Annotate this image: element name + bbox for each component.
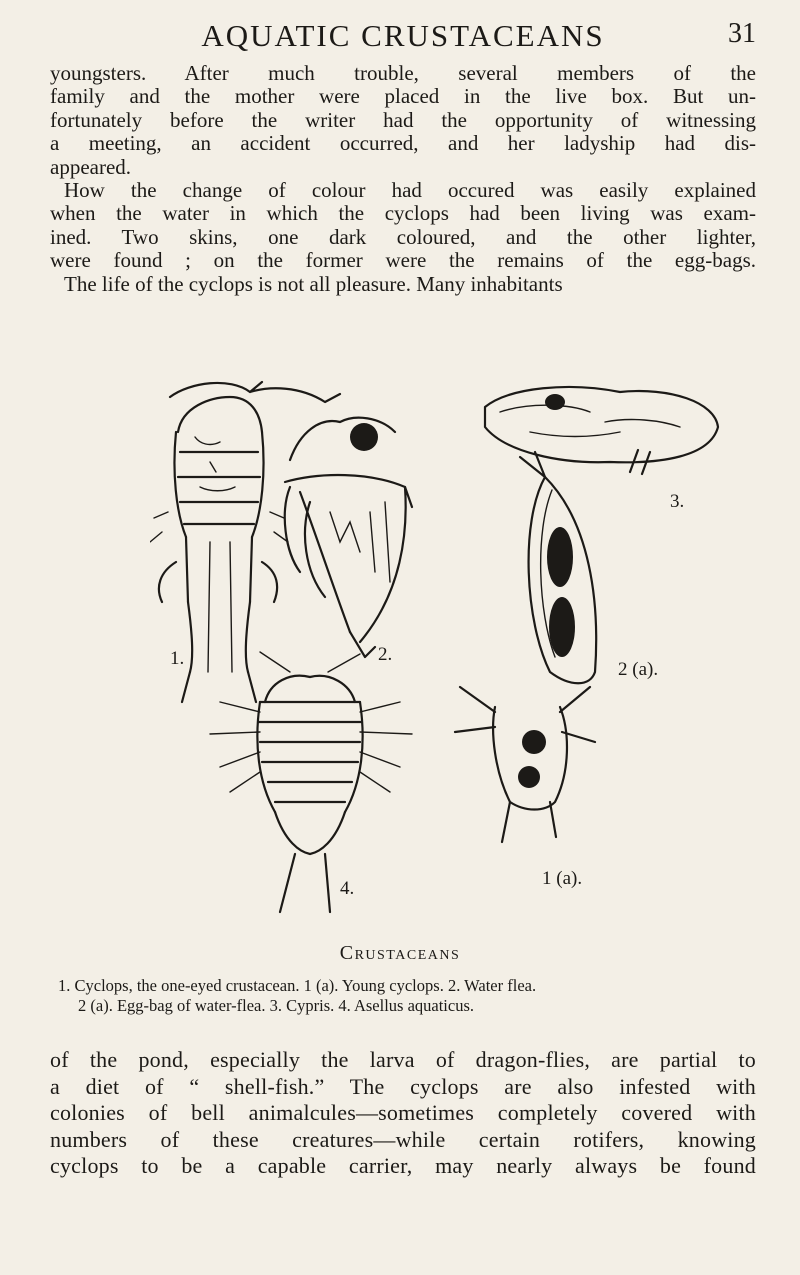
crustaceans-illustration — [150, 372, 750, 927]
label-cypris: 3. — [670, 491, 685, 512]
text-line: numbers of these creatures—while certain rotifers, knowing — [50, 1126, 756, 1152]
text-line: a diet of “ shell-fish.” The cyclops are also infested with — [50, 1073, 756, 1099]
text-line: cyclops to be a capable carrier, may nearly always be found — [50, 1153, 756, 1178]
running-head — [50, 10, 756, 56]
text-line: youngsters. After much trouble, several members of the — [50, 61, 756, 85]
text-line: were found ; on the former were the remains of the egg-bags. — [50, 248, 756, 273]
text-line: The life of the cyclops is not all pleasure. Many inhabitants — [64, 271, 563, 296]
caption-line: 2 (a). Egg-bag of water-flea. 3. Cypris. 4. Asellus aquaticus. — [78, 996, 475, 1015]
figure-caption-title: Crustaceans — [339, 942, 461, 964]
text-line: a meeting, an accident occurred, and her ladyship had dis- — [50, 131, 756, 156]
label-asellus: 4. — [340, 878, 355, 899]
page-number: 31 — [728, 18, 756, 49]
asellus-drawing — [210, 652, 412, 912]
label-cyclops: 1. — [170, 648, 185, 669]
figure-caption — [58, 976, 758, 1016]
egg-bag-drawing — [520, 452, 596, 683]
text-line: of the pond, especially the larva of dragon-flies, are partial to — [50, 1047, 756, 1072]
text-line: appeared. — [50, 154, 132, 179]
caption-line: 1. Cyclops, the one-eyed crustacean. 1 (a). Young cyclops. 2. Water flea. — [58, 976, 537, 995]
text-line: How the change of colour had occured was easily explained — [64, 178, 756, 203]
cypris-drawing — [485, 387, 718, 474]
body-text-bottom — [50, 1047, 756, 1180]
text-line: fortunately before the writer had the opportunity of witnessing — [50, 107, 756, 132]
young-cyclops-drawing — [455, 687, 595, 842]
body-text-top — [50, 62, 756, 296]
running-title: AQUATIC CRUSTACEANS — [201, 18, 605, 53]
text-line: family and the mother were placed in the live box. But un- — [50, 84, 756, 109]
text-line: colonies of bell animalcules—sometimes completely covered with — [50, 1100, 756, 1125]
label-water-flea: 2. — [378, 644, 393, 665]
crustaceans-drawing — [150, 372, 750, 927]
water-flea-drawing — [285, 418, 412, 657]
text-line: when the water in which the cyclops had been living was exam- — [50, 201, 756, 226]
text-line: ined. Two skins, one dark coloured, and the other lighter, — [50, 224, 756, 249]
label-young-cyclops: 1 (a). — [542, 868, 583, 889]
label-egg-bag: 2 (a). — [618, 659, 659, 680]
